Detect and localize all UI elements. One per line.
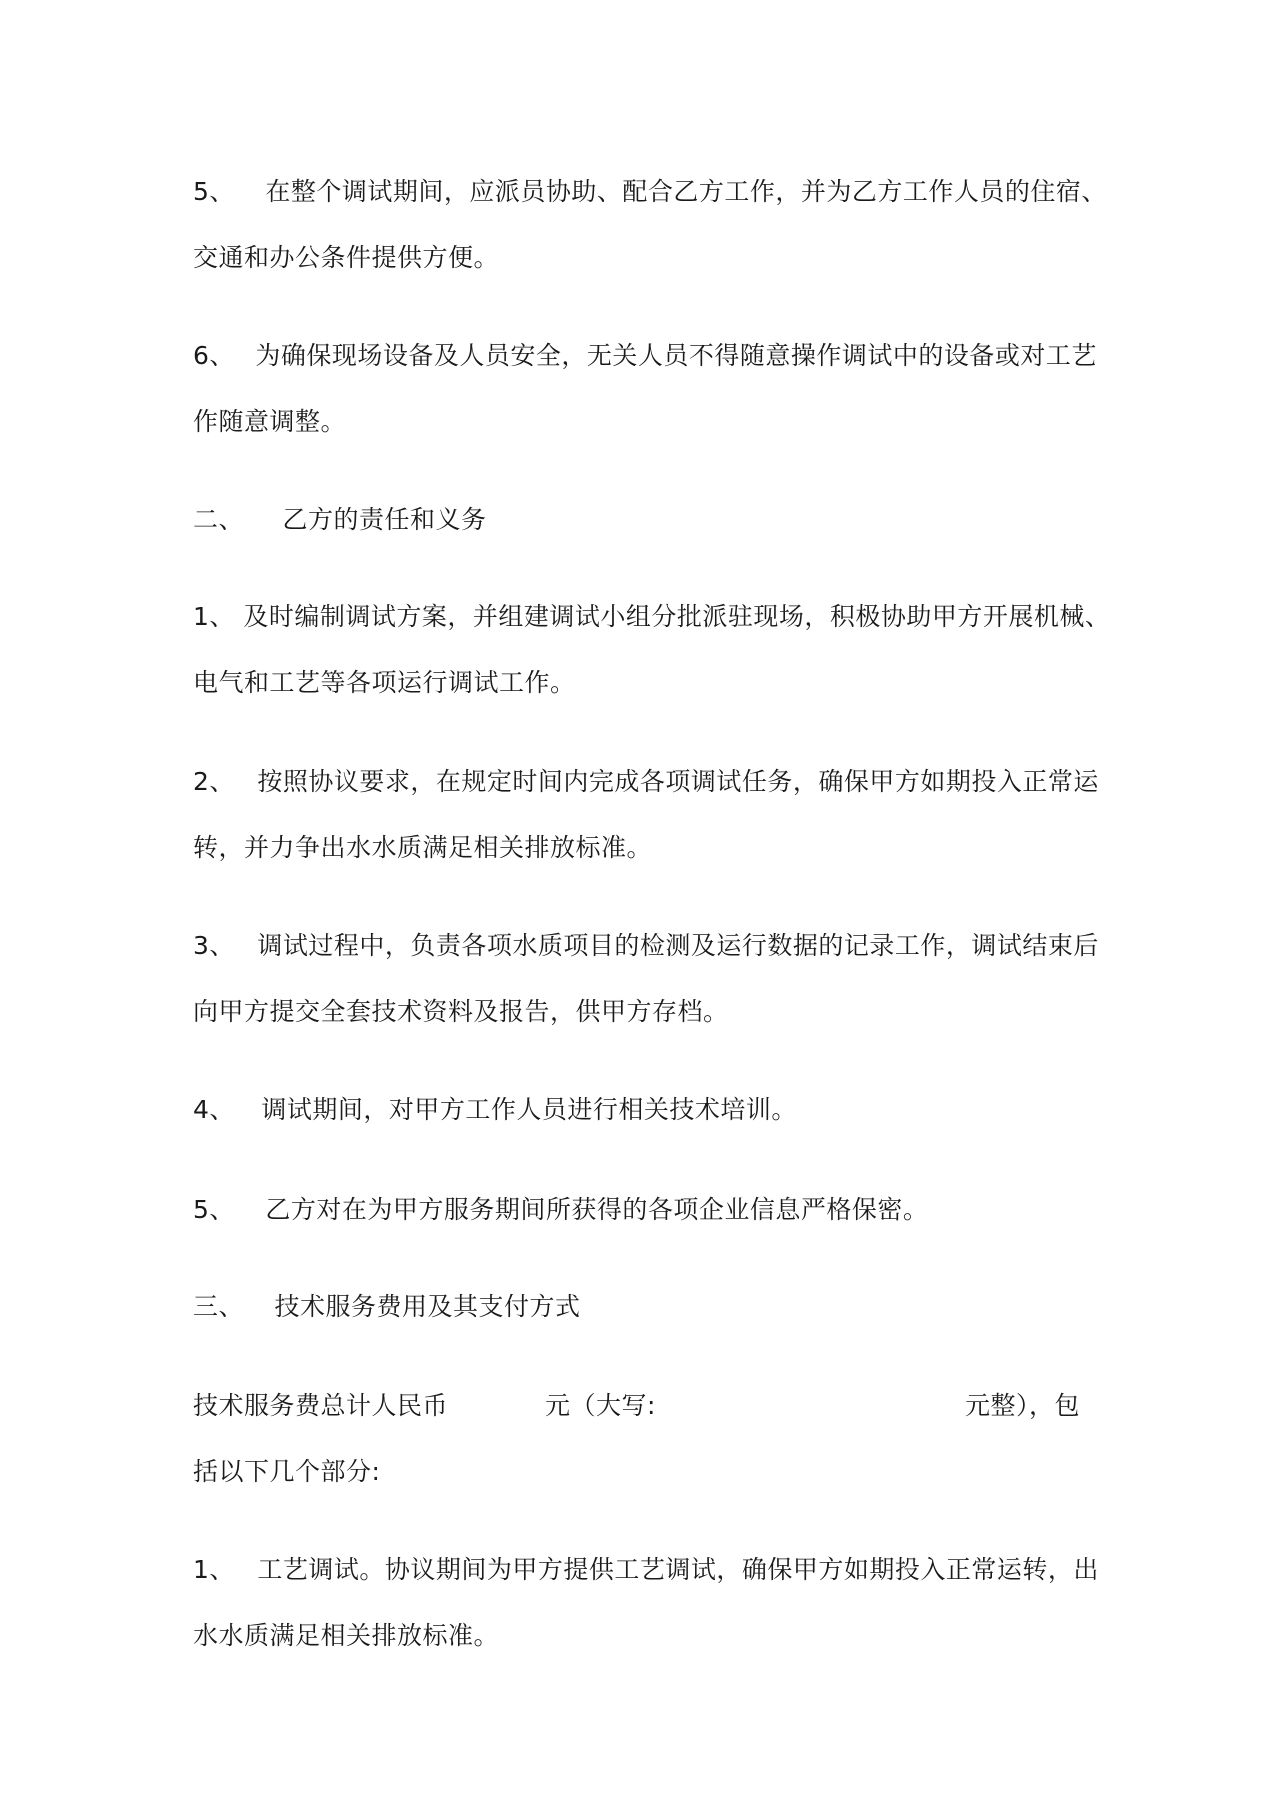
item-number: 1、 xyxy=(193,602,235,631)
item-number: 6、 xyxy=(193,341,235,370)
fee-text-part3: 元整），包 xyxy=(965,1391,1081,1420)
paragraph-line xyxy=(193,405,346,439)
item-number: 3、 xyxy=(193,931,235,960)
paragraph-line xyxy=(193,929,1099,963)
paragraph-line xyxy=(193,175,1107,209)
paragraph-line xyxy=(193,765,1099,799)
item-number: 5、 xyxy=(193,177,235,206)
item-text-continued: 转，并力争出水水质满足相关排放标准。 xyxy=(193,833,653,862)
section-title: 技术服务费用及其支付方式 xyxy=(274,1292,581,1321)
item-text: 乙方对在为甲方服务期间所获得的各项企业信息严格保密。 xyxy=(265,1195,929,1224)
paragraph-line xyxy=(193,600,1110,634)
paragraph-line xyxy=(193,995,729,1029)
paragraph-line xyxy=(193,1619,499,1653)
item-text: 及时编制调试方案，并组建调试小组分批派驻现场，积极协助甲方开展机械、 xyxy=(243,602,1111,631)
fee-text-part1: 技术服务费总计人民币 xyxy=(193,1391,449,1420)
item-text-continued: 电气和工艺等各项运行调试工作。 xyxy=(193,668,576,697)
item-text-continued: 向甲方提交全套技术资料及报告，供甲方存档。 xyxy=(193,997,729,1026)
paragraph-line xyxy=(193,339,1097,373)
paragraph-line xyxy=(193,1093,797,1127)
item-text-continued: 水水质满足相关排放标准。 xyxy=(193,1621,500,1650)
fee-line xyxy=(193,1389,1089,1423)
section-heading xyxy=(193,503,486,537)
paragraph-line xyxy=(193,666,576,700)
item-text: 调试过程中，负责各项水质项目的检测及运行数据的记录工作，调试结束后 xyxy=(257,931,1099,960)
paragraph-line xyxy=(193,241,499,275)
fee-text-continued: 括以下几个部分: xyxy=(193,1457,381,1486)
paragraph-line xyxy=(193,831,652,865)
item-number: 4、 xyxy=(193,1095,235,1124)
item-text: 调试期间，对甲方工作人员进行相关技术培训。 xyxy=(261,1095,797,1124)
item-text: 在整个调试期间，应派员协助、配合乙方工作，并为乙方工作人员的住宿、 xyxy=(265,177,1107,206)
section-title: 乙方的责任和义务 xyxy=(282,505,487,534)
item-text-continued: 作随意调整。 xyxy=(193,407,347,436)
paragraph-line xyxy=(193,1553,1099,1587)
section-number: 三、 xyxy=(193,1292,245,1321)
item-number: 5、 xyxy=(193,1195,235,1224)
item-number: 2、 xyxy=(193,767,235,796)
paragraph-line xyxy=(193,1455,380,1489)
item-number: 1、 xyxy=(193,1555,235,1584)
fee-text-part2: 元（大写: xyxy=(545,1391,656,1420)
item-text: 为确保现场设备及人员安全，无关人员不得随意操作调试中的设备或对工艺 xyxy=(255,341,1097,370)
section-heading xyxy=(193,1290,580,1324)
paragraph-line xyxy=(193,1193,928,1227)
item-text: 工艺调试。协议期间为甲方提供工艺调试，确保甲方如期投入正常运转，出 xyxy=(257,1555,1099,1584)
item-text-continued: 交通和办公条件提供方便。 xyxy=(193,243,500,272)
item-text: 按照协议要求，在规定时间内完成各项调试任务，确保甲方如期投入正常运 xyxy=(257,767,1099,796)
section-number: 二、 xyxy=(193,505,245,534)
